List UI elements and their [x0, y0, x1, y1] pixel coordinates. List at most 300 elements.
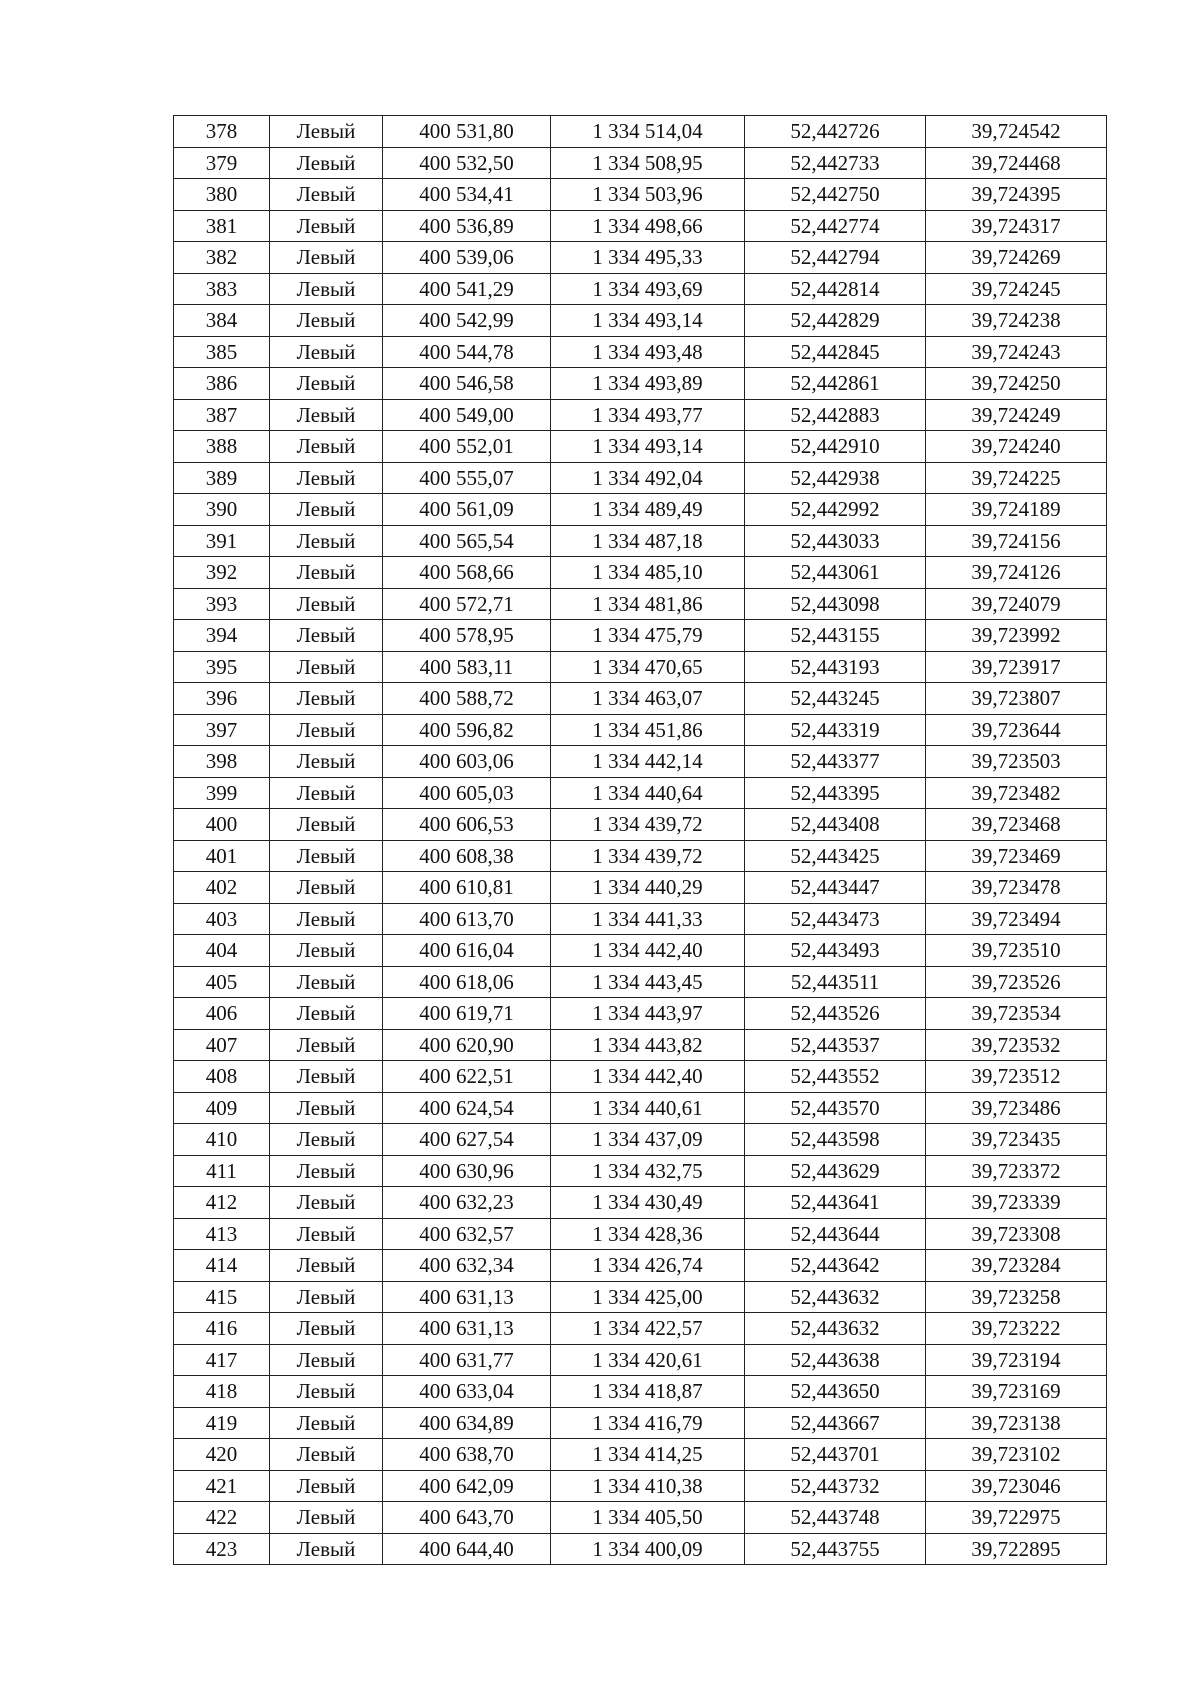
coord-x-cell: 400 546,58	[383, 368, 551, 400]
point-number-cell: 411	[174, 1155, 270, 1187]
coord-x-cell: 400 578,95	[383, 620, 551, 652]
latitude-cell: 52,443632	[745, 1281, 926, 1313]
point-number-cell: 384	[174, 305, 270, 337]
table-row	[174, 1439, 1107, 1471]
longitude-cell: 39,723284	[926, 1250, 1107, 1282]
latitude-cell: 52,443632	[745, 1313, 926, 1345]
side-cell: Левый	[270, 1092, 383, 1124]
longitude-cell: 39,724225	[926, 462, 1107, 494]
side-cell: Левый	[270, 935, 383, 967]
coord-x-cell: 400 542,99	[383, 305, 551, 337]
coord-y-cell: 1 334 442,14	[551, 746, 745, 778]
coord-x-cell: 400 608,38	[383, 840, 551, 872]
point-number-cell: 388	[174, 431, 270, 463]
coord-x-cell: 400 619,71	[383, 998, 551, 1030]
longitude-cell: 39,723510	[926, 935, 1107, 967]
point-number-cell: 390	[174, 494, 270, 526]
coord-y-cell: 1 334 420,61	[551, 1344, 745, 1376]
point-number-cell: 406	[174, 998, 270, 1030]
table-row	[174, 525, 1107, 557]
coord-y-cell: 1 334 439,72	[551, 809, 745, 841]
side-cell: Левый	[270, 620, 383, 652]
latitude-cell: 52,442750	[745, 179, 926, 211]
point-number-cell: 400	[174, 809, 270, 841]
latitude-cell: 52,443537	[745, 1029, 926, 1061]
coord-x-cell: 400 572,71	[383, 588, 551, 620]
point-number-cell: 378	[174, 116, 270, 148]
point-number-cell: 392	[174, 557, 270, 589]
side-cell: Левый	[270, 840, 383, 872]
side-cell: Левый	[270, 431, 383, 463]
longitude-cell: 39,723308	[926, 1218, 1107, 1250]
table-row	[174, 305, 1107, 337]
longitude-cell: 39,723486	[926, 1092, 1107, 1124]
coord-x-cell: 400 630,96	[383, 1155, 551, 1187]
latitude-cell: 52,443447	[745, 872, 926, 904]
coord-x-cell: 400 596,82	[383, 714, 551, 746]
coord-x-cell: 400 631,77	[383, 1344, 551, 1376]
latitude-cell: 52,443511	[745, 966, 926, 998]
longitude-cell: 39,722895	[926, 1533, 1107, 1565]
table-row	[174, 368, 1107, 400]
coord-y-cell: 1 334 498,66	[551, 210, 745, 242]
coord-x-cell: 400 627,54	[383, 1124, 551, 1156]
coord-y-cell: 1 334 440,61	[551, 1092, 745, 1124]
latitude-cell: 52,443570	[745, 1092, 926, 1124]
table-row	[174, 840, 1107, 872]
side-cell: Левый	[270, 1470, 383, 1502]
latitude-cell: 52,443629	[745, 1155, 926, 1187]
coord-y-cell: 1 334 495,33	[551, 242, 745, 274]
point-number-cell: 404	[174, 935, 270, 967]
longitude-cell: 39,723478	[926, 872, 1107, 904]
longitude-cell: 39,724395	[926, 179, 1107, 211]
coord-y-cell: 1 334 493,48	[551, 336, 745, 368]
table-row	[174, 1218, 1107, 1250]
longitude-cell: 39,724269	[926, 242, 1107, 274]
longitude-cell: 39,724249	[926, 399, 1107, 431]
latitude-cell: 52,442883	[745, 399, 926, 431]
coord-x-cell: 400 632,23	[383, 1187, 551, 1219]
longitude-cell: 39,724079	[926, 588, 1107, 620]
table-row	[174, 1533, 1107, 1565]
latitude-cell: 52,442938	[745, 462, 926, 494]
latitude-cell: 52,443641	[745, 1187, 926, 1219]
side-cell: Левый	[270, 998, 383, 1030]
side-cell: Левый	[270, 777, 383, 809]
point-number-cell: 397	[174, 714, 270, 746]
table-row	[174, 116, 1107, 148]
coord-x-cell: 400 603,06	[383, 746, 551, 778]
coord-y-cell: 1 334 493,89	[551, 368, 745, 400]
latitude-cell: 52,443245	[745, 683, 926, 715]
coord-y-cell: 1 334 443,97	[551, 998, 745, 1030]
longitude-cell: 39,723138	[926, 1407, 1107, 1439]
latitude-cell: 52,443098	[745, 588, 926, 620]
table-row	[174, 1502, 1107, 1534]
table-row	[174, 179, 1107, 211]
longitude-cell: 39,724156	[926, 525, 1107, 557]
point-number-cell: 401	[174, 840, 270, 872]
coord-y-cell: 1 334 426,74	[551, 1250, 745, 1282]
table-row	[174, 1092, 1107, 1124]
longitude-cell: 39,723503	[926, 746, 1107, 778]
longitude-cell: 39,723258	[926, 1281, 1107, 1313]
table-row	[174, 809, 1107, 841]
side-cell: Левый	[270, 494, 383, 526]
coord-y-cell: 1 334 470,65	[551, 651, 745, 683]
side-cell: Левый	[270, 1502, 383, 1534]
coord-x-cell: 400 638,70	[383, 1439, 551, 1471]
longitude-cell: 39,723468	[926, 809, 1107, 841]
coord-x-cell: 400 544,78	[383, 336, 551, 368]
side-cell: Левый	[270, 714, 383, 746]
coord-x-cell: 400 606,53	[383, 809, 551, 841]
longitude-cell: 39,724542	[926, 116, 1107, 148]
table-row	[174, 872, 1107, 904]
longitude-cell: 39,723534	[926, 998, 1107, 1030]
coord-y-cell: 1 334 493,14	[551, 305, 745, 337]
table-row	[174, 777, 1107, 809]
coord-y-cell: 1 334 475,79	[551, 620, 745, 652]
longitude-cell: 39,723512	[926, 1061, 1107, 1093]
table-row	[174, 399, 1107, 431]
point-number-cell: 383	[174, 273, 270, 305]
coord-y-cell: 1 334 443,82	[551, 1029, 745, 1061]
point-number-cell: 405	[174, 966, 270, 998]
point-number-cell: 389	[174, 462, 270, 494]
side-cell: Левый	[270, 305, 383, 337]
table-row	[174, 1029, 1107, 1061]
coord-x-cell: 400 633,04	[383, 1376, 551, 1408]
point-number-cell: 420	[174, 1439, 270, 1471]
coord-y-cell: 1 334 440,29	[551, 872, 745, 904]
side-cell: Левый	[270, 1029, 383, 1061]
longitude-cell: 39,722975	[926, 1502, 1107, 1534]
point-number-cell: 393	[174, 588, 270, 620]
table-row	[174, 1407, 1107, 1439]
side-cell: Левый	[270, 746, 383, 778]
coord-y-cell: 1 334 410,38	[551, 1470, 745, 1502]
side-cell: Левый	[270, 147, 383, 179]
longitude-cell: 39,724250	[926, 368, 1107, 400]
side-cell: Левый	[270, 1533, 383, 1565]
point-number-cell: 403	[174, 903, 270, 935]
coord-y-cell: 1 334 400,09	[551, 1533, 745, 1565]
latitude-cell: 52,443748	[745, 1502, 926, 1534]
side-cell: Левый	[270, 462, 383, 494]
latitude-cell: 52,443033	[745, 525, 926, 557]
latitude-cell: 52,442774	[745, 210, 926, 242]
latitude-cell: 52,443598	[745, 1124, 926, 1156]
coordinates-table-body	[174, 116, 1107, 1565]
coord-x-cell: 400 624,54	[383, 1092, 551, 1124]
latitude-cell: 52,443650	[745, 1376, 926, 1408]
point-number-cell: 423	[174, 1533, 270, 1565]
latitude-cell: 52,442845	[745, 336, 926, 368]
side-cell: Левый	[270, 1124, 383, 1156]
longitude-cell: 39,724468	[926, 147, 1107, 179]
table-row	[174, 557, 1107, 589]
point-number-cell: 402	[174, 872, 270, 904]
longitude-cell: 39,724240	[926, 431, 1107, 463]
latitude-cell: 52,443644	[745, 1218, 926, 1250]
coord-y-cell: 1 334 442,40	[551, 935, 745, 967]
coord-x-cell: 400 555,07	[383, 462, 551, 494]
point-number-cell: 414	[174, 1250, 270, 1282]
latitude-cell: 52,443193	[745, 651, 926, 683]
coord-x-cell: 400 634,89	[383, 1407, 551, 1439]
side-cell: Левый	[270, 1218, 383, 1250]
coord-y-cell: 1 334 481,86	[551, 588, 745, 620]
side-cell: Левый	[270, 903, 383, 935]
coord-y-cell: 1 334 508,95	[551, 147, 745, 179]
coord-y-cell: 1 334 493,69	[551, 273, 745, 305]
side-cell: Левый	[270, 872, 383, 904]
table-row	[174, 494, 1107, 526]
table-row	[174, 210, 1107, 242]
latitude-cell: 52,442726	[745, 116, 926, 148]
table-row	[174, 242, 1107, 274]
table-row	[174, 1187, 1107, 1219]
coordinates-table	[173, 115, 1107, 1565]
longitude-cell: 39,723046	[926, 1470, 1107, 1502]
longitude-cell: 39,723372	[926, 1155, 1107, 1187]
latitude-cell: 52,442861	[745, 368, 926, 400]
side-cell: Левый	[270, 210, 383, 242]
table-row	[174, 1344, 1107, 1376]
coord-y-cell: 1 334 441,33	[551, 903, 745, 935]
longitude-cell: 39,723526	[926, 966, 1107, 998]
side-cell: Левый	[270, 683, 383, 715]
coord-x-cell: 400 631,13	[383, 1281, 551, 1313]
coord-y-cell: 1 334 414,25	[551, 1439, 745, 1471]
latitude-cell: 52,443526	[745, 998, 926, 1030]
coord-y-cell: 1 334 514,04	[551, 116, 745, 148]
coord-x-cell: 400 632,34	[383, 1250, 551, 1282]
latitude-cell: 52,443395	[745, 777, 926, 809]
longitude-cell: 39,723992	[926, 620, 1107, 652]
table-row	[174, 966, 1107, 998]
side-cell: Левый	[270, 1155, 383, 1187]
latitude-cell: 52,442829	[745, 305, 926, 337]
latitude-cell: 52,443377	[745, 746, 926, 778]
latitude-cell: 52,443319	[745, 714, 926, 746]
table-row	[174, 1313, 1107, 1345]
coord-y-cell: 1 334 418,87	[551, 1376, 745, 1408]
side-cell: Левый	[270, 651, 383, 683]
table-row	[174, 336, 1107, 368]
latitude-cell: 52,442814	[745, 273, 926, 305]
side-cell: Левый	[270, 336, 383, 368]
coord-x-cell: 400 631,13	[383, 1313, 551, 1345]
latitude-cell: 52,443425	[745, 840, 926, 872]
longitude-cell: 39,723469	[926, 840, 1107, 872]
latitude-cell: 52,443473	[745, 903, 926, 935]
longitude-cell: 39,724245	[926, 273, 1107, 305]
longitude-cell: 39,724189	[926, 494, 1107, 526]
point-number-cell: 409	[174, 1092, 270, 1124]
longitude-cell: 39,724317	[926, 210, 1107, 242]
point-number-cell: 419	[174, 1407, 270, 1439]
point-number-cell: 410	[174, 1124, 270, 1156]
coord-y-cell: 1 334 440,64	[551, 777, 745, 809]
table-row	[174, 273, 1107, 305]
coord-y-cell: 1 334 463,07	[551, 683, 745, 715]
coord-y-cell: 1 334 437,09	[551, 1124, 745, 1156]
latitude-cell: 52,443155	[745, 620, 926, 652]
side-cell: Левый	[270, 116, 383, 148]
table-row	[174, 588, 1107, 620]
longitude-cell: 39,723644	[926, 714, 1107, 746]
table-row	[174, 431, 1107, 463]
point-number-cell: 380	[174, 179, 270, 211]
latitude-cell: 52,443638	[745, 1344, 926, 1376]
point-number-cell: 415	[174, 1281, 270, 1313]
coord-x-cell: 400 620,90	[383, 1029, 551, 1061]
side-cell: Левый	[270, 1344, 383, 1376]
coord-x-cell: 400 531,80	[383, 116, 551, 148]
longitude-cell: 39,723339	[926, 1187, 1107, 1219]
coord-y-cell: 1 334 405,50	[551, 1502, 745, 1534]
point-number-cell: 418	[174, 1376, 270, 1408]
coord-x-cell: 400 643,70	[383, 1502, 551, 1534]
coord-x-cell: 400 642,09	[383, 1470, 551, 1502]
coord-y-cell: 1 334 439,72	[551, 840, 745, 872]
point-number-cell: 408	[174, 1061, 270, 1093]
side-cell: Левый	[270, 557, 383, 589]
coord-x-cell: 400 583,11	[383, 651, 551, 683]
side-cell: Левый	[270, 1281, 383, 1313]
side-cell: Левый	[270, 809, 383, 841]
coord-y-cell: 1 334 443,45	[551, 966, 745, 998]
latitude-cell: 52,442910	[745, 431, 926, 463]
point-number-cell: 385	[174, 336, 270, 368]
coord-x-cell: 400 613,70	[383, 903, 551, 935]
coord-y-cell: 1 334 430,49	[551, 1187, 745, 1219]
table-row	[174, 1281, 1107, 1313]
point-number-cell: 386	[174, 368, 270, 400]
point-number-cell: 417	[174, 1344, 270, 1376]
side-cell: Левый	[270, 1061, 383, 1093]
latitude-cell: 52,443755	[745, 1533, 926, 1565]
table-row	[174, 903, 1107, 935]
coord-y-cell: 1 334 422,57	[551, 1313, 745, 1345]
side-cell: Левый	[270, 273, 383, 305]
side-cell: Левый	[270, 399, 383, 431]
table-row	[174, 714, 1107, 746]
point-number-cell: 416	[174, 1313, 270, 1345]
coord-x-cell: 400 610,81	[383, 872, 551, 904]
point-number-cell: 379	[174, 147, 270, 179]
point-number-cell: 395	[174, 651, 270, 683]
coord-x-cell: 400 616,04	[383, 935, 551, 967]
coord-x-cell: 400 605,03	[383, 777, 551, 809]
coord-y-cell: 1 334 485,10	[551, 557, 745, 589]
coord-y-cell: 1 334 493,77	[551, 399, 745, 431]
latitude-cell: 52,443061	[745, 557, 926, 589]
side-cell: Левый	[270, 1407, 383, 1439]
point-number-cell: 394	[174, 620, 270, 652]
coord-x-cell: 400 644,40	[383, 1533, 551, 1565]
longitude-cell: 39,723482	[926, 777, 1107, 809]
coord-y-cell: 1 334 425,00	[551, 1281, 745, 1313]
latitude-cell: 52,443642	[745, 1250, 926, 1282]
point-number-cell: 421	[174, 1470, 270, 1502]
side-cell: Левый	[270, 1313, 383, 1345]
side-cell: Левый	[270, 525, 383, 557]
coord-x-cell: 400 588,72	[383, 683, 551, 715]
coord-y-cell: 1 334 493,14	[551, 431, 745, 463]
longitude-cell: 39,724126	[926, 557, 1107, 589]
coord-x-cell: 400 541,29	[383, 273, 551, 305]
latitude-cell: 52,443552	[745, 1061, 926, 1093]
latitude-cell: 52,443408	[745, 809, 926, 841]
coord-x-cell: 400 622,51	[383, 1061, 551, 1093]
coord-x-cell: 400 632,57	[383, 1218, 551, 1250]
longitude-cell: 39,723532	[926, 1029, 1107, 1061]
coord-y-cell: 1 334 489,49	[551, 494, 745, 526]
side-cell: Левый	[270, 242, 383, 274]
table-row	[174, 1124, 1107, 1156]
point-number-cell: 391	[174, 525, 270, 557]
longitude-cell: 39,723222	[926, 1313, 1107, 1345]
table-row	[174, 1470, 1107, 1502]
longitude-cell: 39,723169	[926, 1376, 1107, 1408]
table-row	[174, 620, 1107, 652]
coord-x-cell: 400 536,89	[383, 210, 551, 242]
table-row	[174, 462, 1107, 494]
table-row	[174, 1061, 1107, 1093]
coord-y-cell: 1 334 432,75	[551, 1155, 745, 1187]
coord-x-cell: 400 552,01	[383, 431, 551, 463]
side-cell: Левый	[270, 368, 383, 400]
latitude-cell: 52,443667	[745, 1407, 926, 1439]
coord-x-cell: 400 534,41	[383, 179, 551, 211]
latitude-cell: 52,443493	[745, 935, 926, 967]
table-row	[174, 1250, 1107, 1282]
coord-y-cell: 1 334 487,18	[551, 525, 745, 557]
latitude-cell: 52,442733	[745, 147, 926, 179]
coord-x-cell: 400 532,50	[383, 147, 551, 179]
point-number-cell: 381	[174, 210, 270, 242]
coord-x-cell: 400 561,09	[383, 494, 551, 526]
longitude-cell: 39,723194	[926, 1344, 1107, 1376]
table-row	[174, 935, 1107, 967]
point-number-cell: 413	[174, 1218, 270, 1250]
point-number-cell: 382	[174, 242, 270, 274]
coord-y-cell: 1 334 451,86	[551, 714, 745, 746]
longitude-cell: 39,724238	[926, 305, 1107, 337]
point-number-cell: 387	[174, 399, 270, 431]
coord-y-cell: 1 334 492,04	[551, 462, 745, 494]
latitude-cell: 52,442794	[745, 242, 926, 274]
coord-y-cell: 1 334 503,96	[551, 179, 745, 211]
coord-y-cell: 1 334 442,40	[551, 1061, 745, 1093]
longitude-cell: 39,723102	[926, 1439, 1107, 1471]
coord-x-cell: 400 568,66	[383, 557, 551, 589]
longitude-cell: 39,723435	[926, 1124, 1107, 1156]
table-row	[174, 998, 1107, 1030]
side-cell: Левый	[270, 588, 383, 620]
coord-x-cell: 400 549,00	[383, 399, 551, 431]
latitude-cell: 52,442992	[745, 494, 926, 526]
table-row	[174, 683, 1107, 715]
coord-x-cell: 400 539,06	[383, 242, 551, 274]
table-row	[174, 1376, 1107, 1408]
point-number-cell: 398	[174, 746, 270, 778]
longitude-cell: 39,723917	[926, 651, 1107, 683]
